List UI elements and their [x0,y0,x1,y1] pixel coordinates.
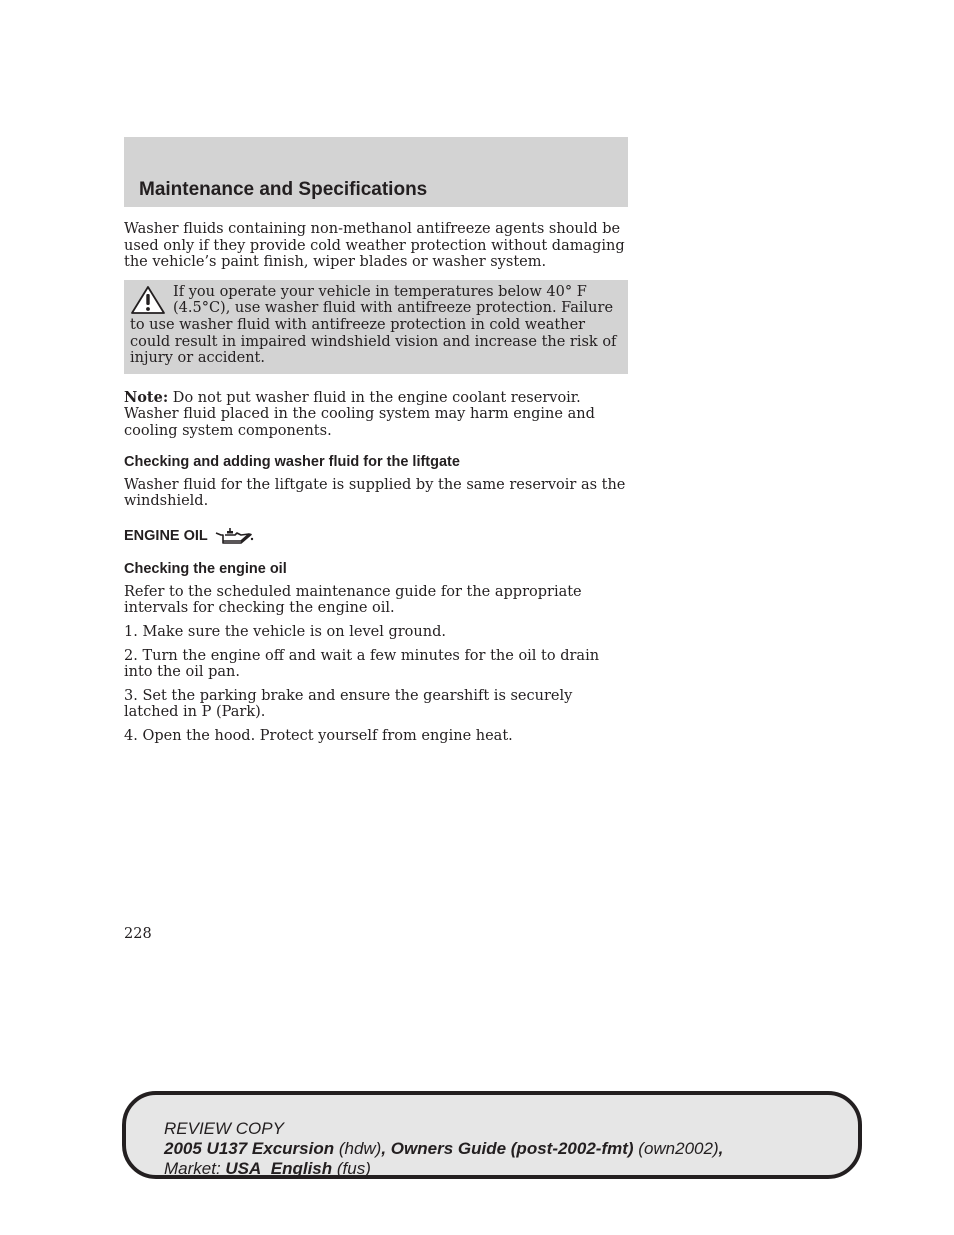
intro-paragraph: Washer fluids containing non-methanol antifreeze agents should be used only if they provide cold weather protection without damaging the vehicle’s paint finish, wiper blades or washer system. [124,221,625,271]
market-code: (fus) [332,1159,371,1178]
note-label: Note: [124,388,169,406]
main-content [124,221,628,744]
footer-line-market [164,1159,723,1179]
warning-box [124,280,628,374]
checking-oil-intro: Refer to the scheduled maintenance guide for the appropriate intervals for checking the engine oil. [124,583,582,617]
review-footer [122,1091,862,1179]
guide-name: Owners Guide (post-2002-fmt) [390,1139,634,1158]
market-name: USA_English [225,1159,333,1178]
checking-oil-heading: Checking the engine oil [124,560,287,577]
page-number: 228 [124,926,152,942]
model-name: 2005 U137 Excursion [164,1139,335,1158]
liftgate-heading: Checking and adding washer fluid for the liftgate [124,453,460,470]
engine-oil-heading-text: ENGINE OIL [124,527,208,544]
review-copy-label: REVIEW COPY [164,1119,284,1138]
separator: , [718,1139,724,1158]
market-label: Market: [164,1159,226,1178]
separator: , [381,1139,391,1158]
warning-triangle-icon [130,285,166,315]
section-header-band [124,137,628,207]
note-text: Do not put washer fluid in the engine coolant reservoir. Washer fluid placed in the cooling system may harm engine and cooling system components. [124,389,595,439]
note-paragraph [124,390,628,440]
step-item: 2. Turn the engine off and wait a few minutes for the oil to drain into the oil pan. [124,647,600,681]
footer-line-model [164,1139,723,1159]
engine-oil-heading [124,525,628,547]
step-item: 3. Set the parking brake and ensure the gearshift is securely latched in P (Park). [124,687,573,721]
oil-can-icon [214,526,254,546]
guide-code: (own2002) [633,1139,719,1158]
footer-text [164,1119,723,1179]
step-item: 1. Make sure the vehicle is on level ground. [124,623,446,640]
step-item: 4. Open the hood. Protect yourself from engine heat. [124,727,513,744]
model-code: (hdw) [334,1139,382,1158]
page-title: Maintenance and Specifications [139,179,428,200]
warning-text: If you operate your vehicle in temperatures below 40° F (4.5°C), use washer fluid with antifreeze protection. Failure to use washer fluid with antifreeze protection in cold weather could result in impaired windshield vision and increase the risk of injury or accident. [130,283,617,367]
liftgate-paragraph: Washer fluid for the liftgate is supplied by the same reservoir as the windshield. [124,476,626,510]
